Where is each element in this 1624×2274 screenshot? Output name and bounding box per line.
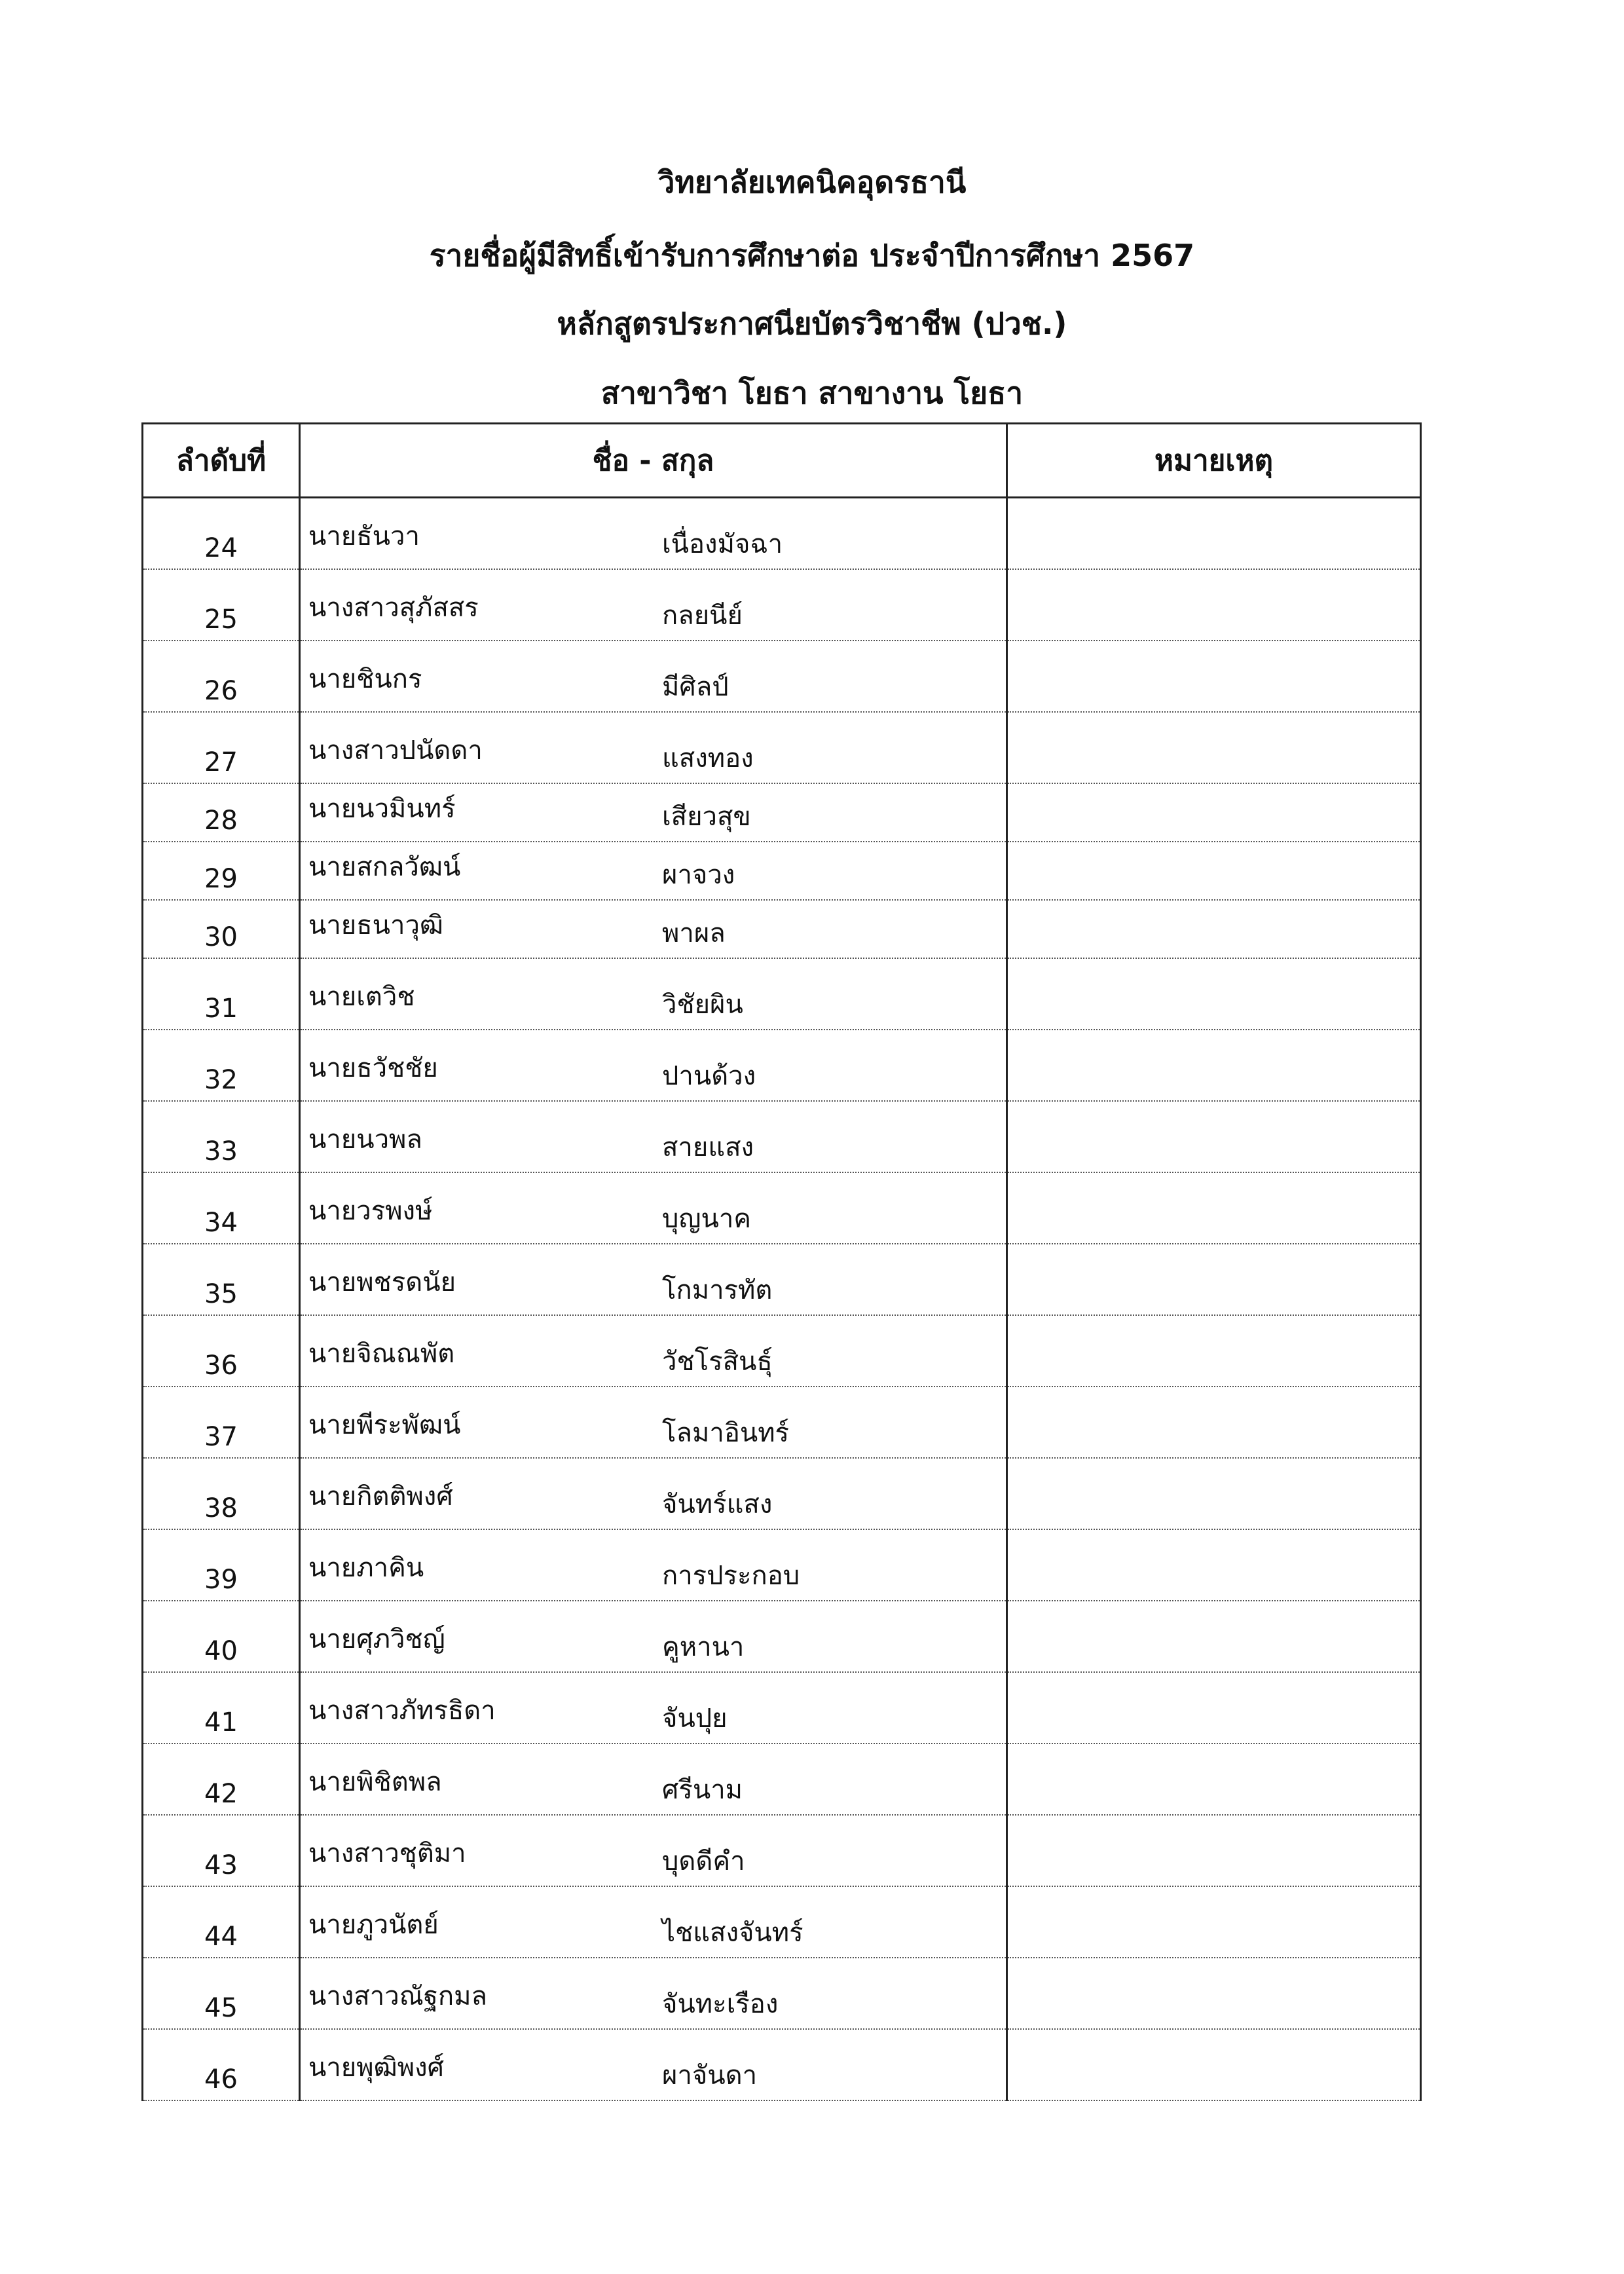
name-cell [300, 1458, 1007, 1529]
last-name: พาผล [662, 918, 726, 948]
table-row [143, 842, 1421, 900]
row-number: 25 [143, 569, 300, 641]
note-cell [1007, 1529, 1421, 1601]
table-row [143, 1387, 1421, 1458]
name-cell [300, 1172, 1007, 1244]
note-cell [1007, 1815, 1421, 1886]
name-cell [300, 1886, 1007, 1958]
last-name: จันปุย [662, 1704, 728, 1734]
row-number: 24 [143, 498, 300, 570]
row-number: 42 [143, 1743, 300, 1815]
row-number: 37 [143, 1387, 300, 1458]
table-row [143, 1101, 1421, 1172]
row-number: 32 [143, 1030, 300, 1101]
row-number: 45 [143, 1958, 300, 2029]
column-header-note: หมายเหตุ [1007, 424, 1421, 498]
table-row [143, 1886, 1421, 1958]
last-name: ผาจวง [662, 860, 735, 890]
last-name: วัชโรสินธุ์ [662, 1347, 773, 1377]
first-name: นางสาวภัทรธิดา [308, 1696, 496, 1726]
table-row [143, 958, 1421, 1030]
note-cell [1007, 1886, 1421, 1958]
row-number: 33 [143, 1101, 300, 1172]
table-header-row [143, 424, 1421, 498]
first-name: นายนวมินทร์ [308, 794, 456, 824]
table-row [143, 900, 1421, 958]
row-number: 40 [143, 1601, 300, 1672]
row-number: 41 [143, 1672, 300, 1743]
last-name: วิชัยผิน [662, 990, 743, 1020]
note-cell [1007, 569, 1421, 641]
row-number: 35 [143, 1244, 300, 1315]
last-name: จันทะเรือง [662, 1989, 779, 2019]
first-name: นางสาวสุภัสสร [308, 593, 479, 623]
list-title-heading: รายชื่อผู้มีสิทธิ์เข้ารับการศึกษาต่อ ประจำปีการศึกษา 2567 [429, 238, 1195, 273]
note-cell [1007, 1315, 1421, 1387]
note-cell [1007, 1172, 1421, 1244]
note-cell [1007, 1601, 1421, 1672]
row-number: 27 [143, 712, 300, 783]
last-name: ไชแสงจันทร์ [662, 1918, 803, 1948]
major-heading: สาขาวิชา โยธา สาขางาน โยธา [600, 375, 1024, 411]
note-cell [1007, 712, 1421, 783]
first-name: นายภูวนัตย์ [308, 1910, 439, 1940]
table-row [143, 1601, 1421, 1672]
table-row [143, 569, 1421, 641]
row-number: 28 [143, 783, 300, 842]
name-cell [300, 569, 1007, 641]
first-name: นายพิชิตพล [308, 1767, 442, 1797]
first-name: นายสกลวัฒน์ [308, 852, 461, 882]
last-name: เสียวสุข [662, 802, 751, 832]
note-cell [1007, 1101, 1421, 1172]
table-row [143, 1815, 1421, 1886]
row-number: 26 [143, 641, 300, 712]
first-name: นายกิตติพงศ์ [308, 1482, 453, 1512]
table-row [143, 1030, 1421, 1101]
name-cell [300, 1743, 1007, 1815]
table-row [143, 641, 1421, 712]
row-number: 38 [143, 1458, 300, 1529]
table-row [143, 783, 1421, 842]
note-cell [1007, 1030, 1421, 1101]
first-name: นายวรพงษ์ [308, 1196, 433, 1226]
table-row [143, 498, 1421, 570]
last-name: บุดดีคำ [662, 1846, 745, 1876]
name-cell [300, 1815, 1007, 1886]
note-cell [1007, 1743, 1421, 1815]
name-cell [300, 958, 1007, 1030]
last-name: โกมารทัต [662, 1275, 773, 1305]
roster-table [141, 422, 1422, 2101]
name-cell [300, 1601, 1007, 1672]
note-cell [1007, 2029, 1421, 2100]
table-row [143, 712, 1421, 783]
name-cell [300, 498, 1007, 570]
last-name: เนื่องมัจฉา [662, 529, 783, 559]
name-cell [300, 1529, 1007, 1601]
table-row [143, 1458, 1421, 1529]
first-name: นายธวัชชัย [308, 1053, 438, 1083]
row-number: 36 [143, 1315, 300, 1387]
note-cell [1007, 783, 1421, 842]
first-name: นายพีระพัฒน์ [308, 1410, 461, 1440]
table-row [143, 1244, 1421, 1315]
name-cell [300, 1672, 1007, 1743]
name-cell [300, 1244, 1007, 1315]
name-cell [300, 2029, 1007, 2100]
row-number: 29 [143, 842, 300, 900]
first-name: นายพชรดนัย [308, 1267, 456, 1297]
row-number: 39 [143, 1529, 300, 1601]
first-name: นายพุฒิพงศ์ [308, 2053, 445, 2083]
name-cell [300, 1387, 1007, 1458]
name-cell [300, 783, 1007, 842]
first-name: นางสาวปนัดดา [308, 736, 483, 766]
first-name: นางสาวณัฐกมล [308, 1981, 487, 2011]
first-name: นายศุภวิชญ์ [308, 1624, 445, 1654]
first-name: นายชินกร [308, 664, 422, 694]
first-name: นายภาคิน [308, 1553, 424, 1583]
note-cell [1007, 1387, 1421, 1458]
table-row [143, 1672, 1421, 1743]
last-name: ผาจันดา [662, 2060, 758, 2091]
name-cell [300, 1958, 1007, 2029]
row-number: 43 [143, 1815, 300, 1886]
name-cell [300, 712, 1007, 783]
name-cell [300, 641, 1007, 712]
row-number: 34 [143, 1172, 300, 1244]
note-cell [1007, 842, 1421, 900]
table-row [143, 1958, 1421, 2029]
note-cell [1007, 958, 1421, 1030]
last-name: มีศิลป์ [662, 672, 729, 702]
college-heading: วิทยาลัยเทคนิคอุดรธานี [657, 164, 967, 200]
last-name: แสงทอง [662, 743, 754, 774]
row-number: 46 [143, 2029, 300, 2100]
last-name: จันทร์แสง [662, 1489, 773, 1519]
first-name: นายธนาวุฒิ [308, 910, 444, 941]
last-name: ศรีนาม [662, 1775, 743, 1805]
roster-body [143, 498, 1421, 2101]
note-cell [1007, 1458, 1421, 1529]
row-number: 31 [143, 958, 300, 1030]
first-name: นายนวพล [308, 1125, 422, 1155]
name-cell [300, 1030, 1007, 1101]
note-cell [1007, 498, 1421, 570]
column-header-name: ชื่อ - สกุล [300, 424, 1007, 498]
table-row [143, 1172, 1421, 1244]
note-cell [1007, 1672, 1421, 1743]
note-cell [1007, 1958, 1421, 2029]
name-cell [300, 842, 1007, 900]
row-number: 44 [143, 1886, 300, 1958]
table-row [143, 1315, 1421, 1387]
last-name: ปานด้วง [662, 1061, 756, 1091]
last-name: คูหานา [662, 1632, 745, 1662]
name-cell [300, 900, 1007, 958]
column-header-number: ลำดับที่ [143, 424, 300, 498]
table-row [143, 2029, 1421, 2100]
note-cell [1007, 1244, 1421, 1315]
row-number: 30 [143, 900, 300, 958]
last-name: โลมาอินทร์ [662, 1418, 790, 1448]
last-name: บุญนาค [662, 1204, 752, 1234]
note-cell [1007, 900, 1421, 958]
last-name: สายแสง [662, 1132, 754, 1163]
last-name: การประกอบ [662, 1561, 800, 1591]
table-row [143, 1743, 1421, 1815]
table-row [143, 1529, 1421, 1601]
first-name: นายเตวิช [308, 982, 415, 1012]
first-name: นางสาวชุติมา [308, 1838, 466, 1869]
note-cell [1007, 641, 1421, 712]
name-cell [300, 1101, 1007, 1172]
first-name: นายจิณณพัต [308, 1339, 455, 1369]
first-name: นายธันวา [308, 521, 420, 551]
program-heading: หลักสูตรประกาศนียบัตรวิชาชีพ (ปวช.) [557, 306, 1067, 341]
last-name: กลยนีย์ [662, 601, 743, 631]
name-cell [300, 1315, 1007, 1387]
